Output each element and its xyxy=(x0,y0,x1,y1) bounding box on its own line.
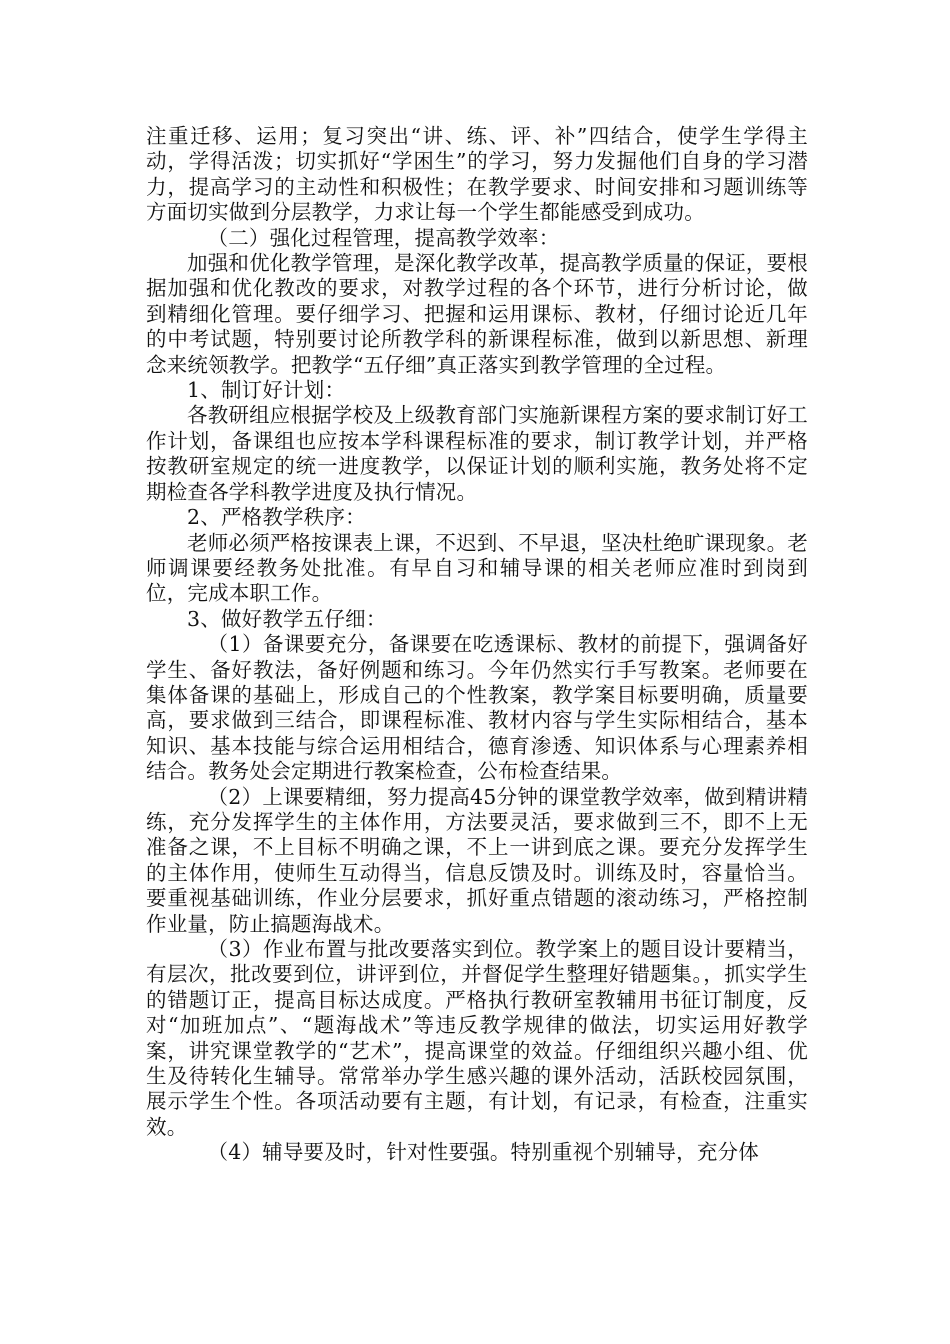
paragraph-teaching: （2）上课要精细，努力提高45分钟的课堂教学效率，做到精讲精练，充分发挥学生的主体作用，方法要灵活，要求做到三不，即不上无准备之课，不上目标不明确之课，不上一讲到底之课。要充分发挥学生的主体作用，使师生互动得当，信息反馈及时。训练及时，容量恰当。要重视基础训练，作业分层要求，抓好重点错题的滚动练习，严格控制作业量，防止搞题海战术。 xyxy=(146,784,808,936)
paragraph-homework: （3）作业布置与批改要落实到位。教学案上的题目设计要精当，有层次，批改要到位，讲评到位，并督促学生整理好错题集。，抓实学生的错题订正，提高目标达成度。严格执行教研室教辅用书征订制度，反对“加班加点”、“题海战术”等违反教学规律的做法，切实运用好教学案，讲究课堂教学的“艺术”，提高课堂的效益。仔细组织兴趣小组、优生及待转化生辅导。常常举办学生感兴趣的课外活动，活跃校园氛围，展示学生个性。各项活动要有主题，有计划，有记录，有检查，注重实效。 xyxy=(146,937,808,1139)
paragraph-order: 老师必须严格按课表上课，不迟到、不早退，坚决杜绝旷课现象。老师调课要经教务处批准。有早自习和辅导课的相关老师应准时到岗到位，完成本职工作。 xyxy=(146,530,808,606)
paragraph-plan: 各教研组应根据学校及上级教育部门实施新课程方案的要求制订好工作计划，备课组也应按本学科课程标准的要求，制订教学计划，并严格按教研室规定的统一进度教学，以保证计划的顺利实施，教务处将不定期检查各学科教学进度及执行情况。 xyxy=(146,403,808,504)
section-heading-process-management: （二）强化过程管理，提高教学效率： xyxy=(207,225,560,250)
subheading-five-careful: 3、做好教学五仔细： xyxy=(187,606,387,631)
paragraph-management-intro: 加强和优化教学管理，是深化教学改革，提高教学质量的保证，要根据加强和优化教改的要求，对教学过程的各个环节，进行分析讨论，做到精细化管理。要仔细学习、把握和运用课标、教材，仔细讨论近几年的中考试题，特别要讨论所教学科的新课程标准，做到以新思想、新理念来统领教学。把教学“五仔细”真正落实到教学管理的全过程。 xyxy=(146,251,808,377)
paragraph-tutoring: （4）辅导要及时，针对性要强。特别重视个别辅导，充分体 xyxy=(207,1140,759,1165)
subheading-order: 2、严格教学秩序： xyxy=(187,505,366,530)
paragraph-lesson-prep: （1）备课要充分，备课要在吃透课标、教材的前提下，强调备好学生、备好教法，备好例题和练习。今年仍然实行手写教案。老师要在集体备课的基础上，形成自己的个性教案，教学案目标要明确，质量要高，要求做到三结合，即课程标准、教材内容与学生实际相结合，基本知识、基本技能与综合运用相结合，德育渗透、知识体系与心理素养相结合。教务处会定期进行教案检查，公布检查结果。 xyxy=(146,632,808,784)
paragraph-continuation: 注重迁移、运用；复习突出“讲、练、评、补”四结合，使学生学得主动，学得活泼；切实抓好“学困生”的学习，努力发掘他们自身的学习潜力，提高学习的主动性和积极性；在教学要求、时间安排和习题训练等方面切实做到分层教学，力求让每一个学生都能感受到成功。 xyxy=(146,124,808,225)
subheading-plan: 1、制订好计划： xyxy=(187,378,346,403)
document-body xyxy=(146,124,808,1166)
